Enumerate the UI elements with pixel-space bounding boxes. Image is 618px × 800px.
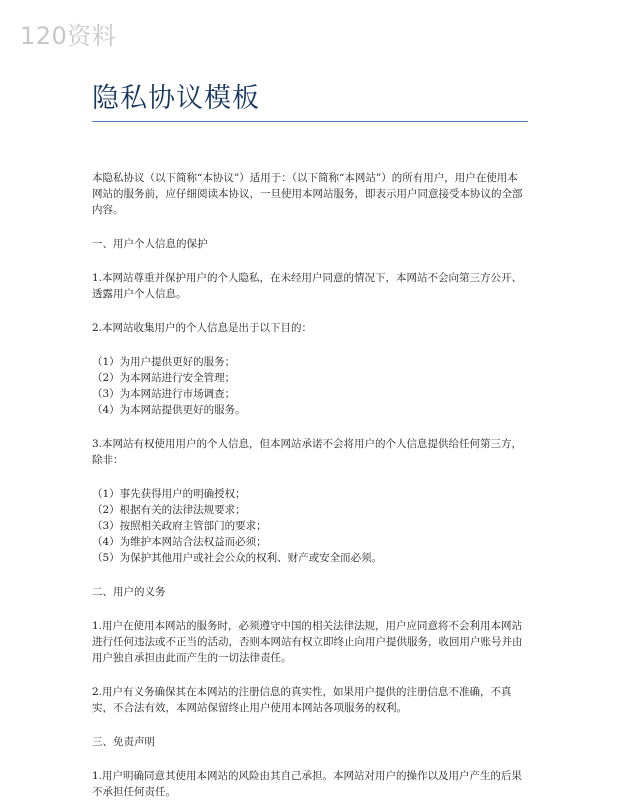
- document-body: [92, 170, 528, 800]
- list-item: （1）为用户提供更好的服务；: [92, 356, 236, 368]
- paragraph: 2.用户有义务确保其在本网站的注册信息的真实性，如果用户提供的注册信息不准确，不真实，不合法有效，本网站保留终止用户使用本网站各项服务的权利。: [92, 686, 512, 714]
- paragraph: 3.本网站有权使用用户的个人信息，但本网站承诺不会将用户的个人信息提供给任何第三方，除非：: [92, 438, 523, 466]
- list-item: （2）为本网站进行安全管理；: [92, 372, 236, 384]
- list-item: （5）为保护其他用户或社会公众的权利、财产或安全而必须。: [92, 552, 383, 564]
- list-item: （4）为本网站提供更好的服务。: [92, 404, 246, 416]
- paragraph: 1.用户明确同意其使用本网站的风险由其自己承担。本网站对用户的操作以及用户产生的后果不承担任何责任。: [92, 770, 523, 798]
- document: [92, 76, 528, 800]
- watermark: 120资料: [20, 22, 117, 50]
- list-item: （3）按照相关政府主管部门的要求；: [92, 520, 267, 532]
- paragraph: 2.本网站收集用户的个人信息是出于以下目的：: [92, 322, 313, 334]
- list-item: （4）为维护本网站合法权益而必须；: [92, 536, 267, 548]
- paragraph: 1.本网站尊重并保护用户的个人隐私，在未经用户同意的情况下，本网站不会向第三方公开、透露用户个人信息。: [92, 272, 523, 300]
- intro-paragraph: 本隐私协议（以下简称“本协议”）适用于：（以下简称“本网站”）的所有用户，用户在使用本网站的服务前，应仔细阅读本协议，一旦使用本网站服务，即表示用户同意接受本协议的全部内容。: [92, 172, 523, 216]
- list-item: （3）为本网站进行市场调查；: [92, 388, 236, 400]
- section-heading: 一、用户个人信息的保护: [92, 238, 208, 250]
- paragraph: 1.用户在使用本网站的服务时，必须遵守中国的相关法律法规，用户应同意将不会利用本网站进行任何违法或不正当的活动，否则本网站有权立即终止向用户提供服务，收回用户账号并由用户独自承担由此而产生的一切法律责任。: [92, 620, 523, 664]
- section-heading: 二、用户的义务: [92, 586, 166, 598]
- document-title: 隐私协议模板: [92, 76, 528, 122]
- list-item: （1）事先获得用户的明确授权；: [92, 488, 246, 500]
- section-heading: 三、免责声明: [92, 736, 155, 748]
- list-item: （2）根据有关的法律法规要求；: [92, 504, 246, 516]
